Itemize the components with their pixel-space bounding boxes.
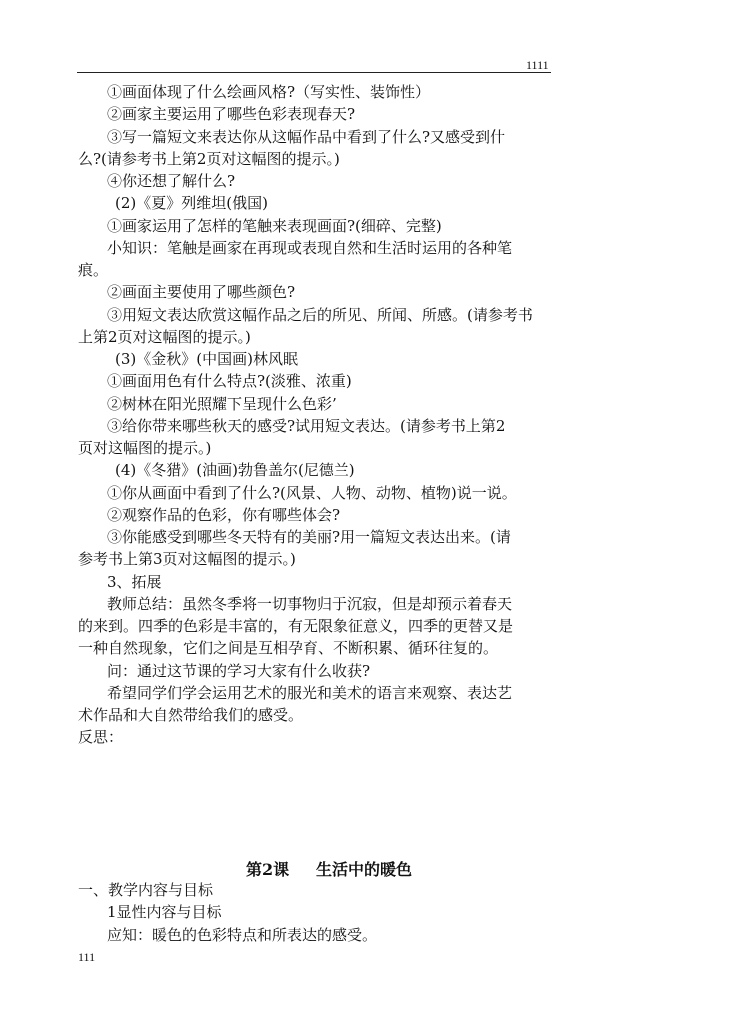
text-line: 教师总结：虽然冬季将一切事物归于沉寂，但是却预示着春天 — [107, 595, 513, 613]
text-line: ④你还想了解什么? — [107, 172, 236, 190]
text-line: 小知识：笔触是画家在再现或表现自然和生活时运用的各种笔 — [107, 239, 513, 257]
footer-page-number: 111 — [78, 950, 96, 964]
text-line: (3)《金秋》(中国画)林风眠 — [115, 350, 298, 368]
text-line: ②观察作品的色彩，你有哪些体会? — [107, 506, 341, 524]
text-line: 一种自然现象，它们之间是互相孕育、不断积累、循环往复的。 — [78, 639, 499, 657]
section-heading: 一、教学内容与目标 — [78, 881, 214, 899]
subsection-heading: 1显性内容与目标 — [107, 903, 222, 921]
text-line: (4)《冬猎》(油画)勃鲁盖尔(尼德兰) — [115, 461, 355, 479]
text-line: ①画面体现了什么绘画风格?（写实性、装饰性） — [107, 83, 431, 101]
text-line: ③写一篇短文来表达你从这幅作品中看到了什么?又感受到什 — [107, 128, 506, 146]
text-line: 痕。 — [78, 261, 109, 279]
text-line: ②树林在阳光照耀下呈现什么色彩’ — [107, 395, 337, 413]
text-line: 上第2页对这幅图的提示。) — [78, 328, 251, 346]
text-line: 么?(请参考书上第2页对这幅图的提示。) — [78, 150, 340, 168]
text-line: ②画面主要使用了哪些颜色? — [107, 283, 296, 301]
text-line: ③给你带来哪些秋天的感受?试用短文表达。(请参考书上第2 — [107, 417, 506, 435]
text-line: 问：通过这节课的学习大家有什么收获? — [107, 662, 371, 680]
text-line: 术作品和大自然带给我们的感受。 — [78, 706, 304, 724]
text-line: ③你能感受到哪些冬天特有的美丽?用一篇短文表达出来。(请 — [107, 528, 511, 546]
text-line: ①画家运用了怎样的笔触来表现画面?(细碎、完整) — [107, 217, 442, 235]
text-line: 参考书上第3页对这幅图的提示。) — [78, 550, 296, 568]
text-line: 页对这幅图的提示。) — [78, 439, 212, 457]
text-line: 3、拓展 — [107, 573, 162, 591]
text-line: ③用短文表达欣赏这幅作品之后的所见、所闻、所感。(请参考书 — [107, 306, 533, 324]
text-line: ①你从画面中看到了什么?(风景、人物、动物、植物)说一说。 — [107, 484, 517, 502]
text-line: 希望同学们学会运用艺术的服光和美术的语言来观察、表达艺 — [107, 684, 513, 702]
text-line: ①画面用色有什么特点?(淡雅、浓重) — [107, 372, 352, 390]
text-line: 反思： — [78, 728, 124, 746]
lesson-number: 第2课 — [246, 860, 290, 879]
text-line: 的来到。四季的色彩是丰富的，有无限象征意义，四季的更替又是 — [78, 617, 514, 635]
text-line: ②画家主要运用了哪些色彩表现春天? — [107, 105, 356, 123]
text-line: 应知：暖色的色彩特点和所表达的感受。 — [107, 926, 378, 944]
header-rule — [77, 72, 551, 73]
text-line: (2)《夏》列维坦(俄国) — [115, 194, 268, 212]
header-page-number: 1111 — [526, 58, 549, 72]
lesson-title: 生活中的暖色 — [316, 860, 413, 879]
